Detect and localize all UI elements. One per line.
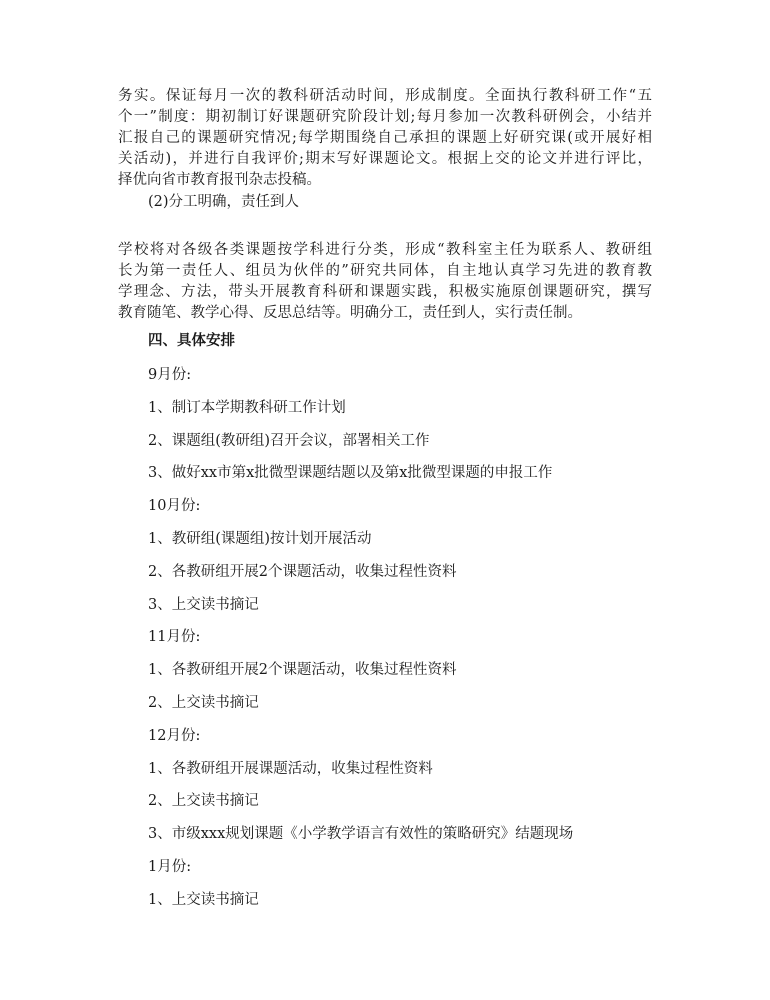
schedule-item: 1、教研组(课题组)按计划开展活动 xyxy=(148,531,372,547)
schedule-item: 1、各教研组开展2个课题活动，收集过程性资料 xyxy=(148,662,457,678)
schedule-item: 3、市级xxx规划课题《小学教学语言有效性的策略研究》结题现场 xyxy=(148,826,574,842)
paragraph-line: 教育随笔、教学心得、反思总结等。明确分工，责任到人，实行责任制。 xyxy=(118,305,582,321)
paragraph-implementation xyxy=(118,86,652,191)
paragraph-line: 学校将对各级各类课题按学科进行分类，形成“教科室主任为联系人、教研组 xyxy=(118,242,652,258)
sub-heading: (2)分工明确，责任到人 xyxy=(148,194,300,210)
schedule-item: 3、上交读书摘记 xyxy=(148,597,259,613)
schedule-item: 2、上交读书摘记 xyxy=(148,695,259,711)
paragraph-line: 择优向省市教育报刊杂志投稿。 xyxy=(118,172,321,188)
section-heading: 四、具体安排 xyxy=(148,332,235,349)
paragraph-line: 关活动)，并进行自我评价;期末写好课题论文。根据上交的论文并进行评比， xyxy=(118,151,652,167)
schedule-item: 1、各教研组开展课题活动，收集过程性资料 xyxy=(148,761,433,777)
schedule-item: 1、上交读书摘记 xyxy=(148,892,259,908)
paragraph-division-of-labor xyxy=(118,240,652,324)
schedule-item: 1、制订本学期教科研工作计划 xyxy=(148,400,346,416)
schedule-item: 2、各教研组开展2个课题活动，收集过程性资料 xyxy=(148,564,457,580)
paragraph-line: 学理念、方法，带头开展教育科研和课题实践，积极实施原创课题研究，撰写 xyxy=(118,284,652,300)
month-heading: 10月份: xyxy=(148,498,201,514)
paragraph-line: 个一”制度：期初制订好课题研究阶段计划;每月参加一次教科研例会，小结并 xyxy=(118,109,652,125)
paragraph-line: 长为第一责任人、组员为伙伴的”研究共同体，自主地认真学习先进的教育教 xyxy=(118,263,652,279)
schedule-item: 2、课题组(教研组)召开会议，部署相关工作 xyxy=(148,433,430,449)
month-heading: 12月份: xyxy=(148,728,201,744)
schedule-item: 2、上交读书摘记 xyxy=(148,793,259,809)
paragraph-line: 汇报自己的课题研究情况;每学期围绕自己承担的课题上好研究课(或开展好相 xyxy=(118,130,652,146)
paragraph-line: 务实。保证每月一次的教科研活动时间，形成制度。全面执行教科研工作“五 xyxy=(118,88,652,104)
month-heading: 1月份: xyxy=(148,859,192,875)
schedule-item: 3、做好xx市第x批微型课题结题以及第x批微型课题的申报工作 xyxy=(148,465,553,481)
month-heading: 9月份: xyxy=(148,367,192,383)
month-heading: 11月份: xyxy=(148,629,201,645)
